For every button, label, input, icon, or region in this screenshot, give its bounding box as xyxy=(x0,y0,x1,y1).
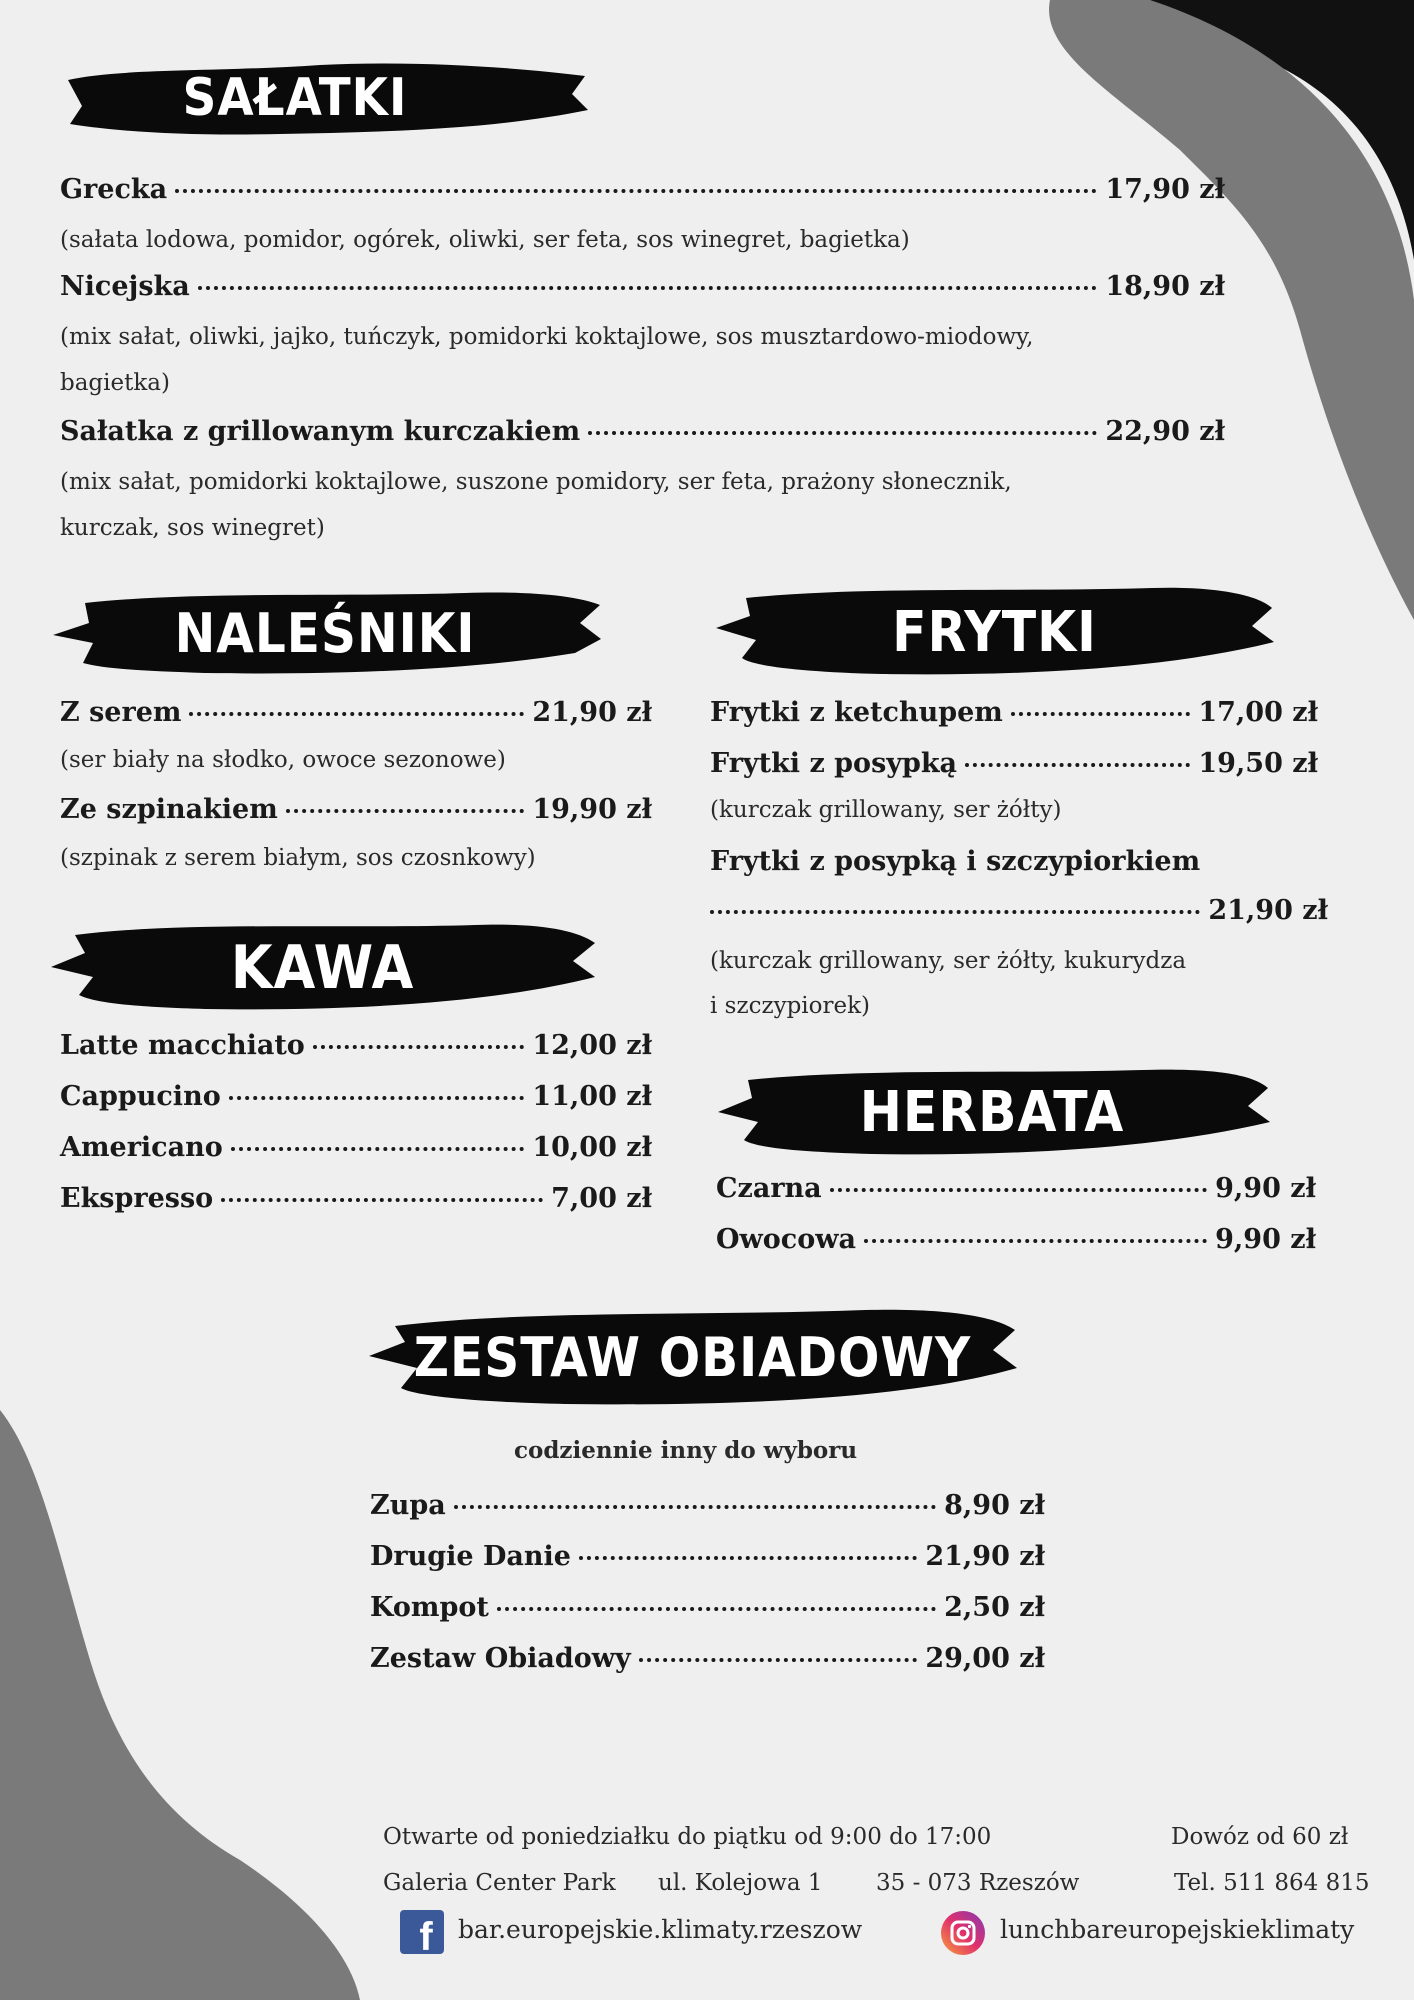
phone-number: Tel. 511 864 815 xyxy=(1174,1870,1370,1896)
item-name: Ze szpinakiem xyxy=(60,794,278,825)
address-place: Galeria Center Park xyxy=(383,1870,616,1896)
item-description: (sałata lodowa, pomidor, ogórek, oliwki, ser feta, sos winegret, bagietka) xyxy=(60,227,910,253)
bottom-left-gray-shape xyxy=(0,1410,360,2000)
item-description: (ser biały na słodko, owoce sezonowe) xyxy=(60,747,506,773)
item-price: 9,90 zł xyxy=(1215,1173,1316,1204)
frytki-banner xyxy=(712,580,1277,685)
menu-item-frytki-ketchup xyxy=(710,697,1318,728)
item-price: 21,90 zł xyxy=(532,697,652,728)
facebook-link[interactable]: bar.europejskie.klimaty.rzeszow xyxy=(458,1915,863,1944)
kawa-title: KAWA xyxy=(230,932,415,1003)
item-name: Frytki z ketchupem xyxy=(710,697,1003,728)
facebook-icon[interactable] xyxy=(400,1910,444,1954)
herbata-title: HERBATA xyxy=(859,1080,1125,1145)
item-price: 7,00 zł xyxy=(551,1183,652,1214)
item-name: Zestaw Obiadowy xyxy=(370,1643,631,1674)
item-price: 18,90 zł xyxy=(1105,271,1225,302)
item-price: 11,00 zł xyxy=(532,1081,652,1112)
menu-item-nicejska xyxy=(60,271,1225,302)
menu-item-frytki-posypka xyxy=(710,748,1318,779)
menu-item-ekspresso xyxy=(60,1183,652,1214)
menu-item-zupa xyxy=(370,1490,1045,1521)
nalesniki-banner xyxy=(45,583,605,683)
delivery-info: Dowóz od 60 zł xyxy=(1171,1824,1349,1850)
opening-hours: Otwarte od poniedziałku do piątku od 9:00 do 17:00 xyxy=(383,1824,992,1850)
item-name: Owocowa xyxy=(716,1224,856,1255)
salatki-banner xyxy=(60,50,590,145)
menu-item-drugie-danie xyxy=(370,1541,1045,1572)
menu-item-zestaw-obiadowy xyxy=(370,1643,1045,1674)
item-price: 22,90 zł xyxy=(1105,416,1225,447)
item-name: Latte macchiato xyxy=(60,1030,305,1061)
item-description: bagietka) xyxy=(60,370,170,396)
instagram-icon[interactable] xyxy=(940,1910,986,1956)
menu-item-latte xyxy=(60,1030,652,1061)
item-price: 29,00 zł xyxy=(925,1643,1045,1674)
item-name: Grecka xyxy=(60,174,168,205)
item-name: Zupa xyxy=(370,1490,446,1521)
menu-item-americano xyxy=(60,1132,652,1163)
item-name: Z serem xyxy=(60,697,182,728)
frytki-title: FRYTKI xyxy=(892,600,1097,665)
menu-item-salatka-kurczak xyxy=(60,416,1225,447)
item-description: (mix sałat, oliwki, jajko, tuńczyk, pomidorki koktajlowe, sos musztardowo-miodowy, xyxy=(60,324,1034,350)
menu-item-kompot xyxy=(370,1592,1045,1623)
item-name: Nicejska xyxy=(60,271,190,302)
item-price: 8,90 zł xyxy=(944,1490,1045,1521)
item-name: Ekspresso xyxy=(60,1183,214,1214)
item-description: i szczypiorek) xyxy=(710,993,871,1019)
menu-item-ze-szpinakiem xyxy=(60,794,652,825)
salatki-title: SAŁATKI xyxy=(182,67,408,128)
menu-item-czarna xyxy=(716,1173,1316,1204)
item-description: (szpinak z serem białym, sos czosnkowy) xyxy=(60,845,536,871)
svg-text:f: f xyxy=(419,1915,433,1954)
address-street: ul. Kolejowa 1 xyxy=(658,1870,823,1896)
item-name: Czarna xyxy=(716,1173,822,1204)
item-name: Kompot xyxy=(370,1592,489,1623)
item-name: Frytki z posypką xyxy=(710,748,958,779)
item-price: 19,90 zł xyxy=(532,794,652,825)
item-price: 21,90 zł xyxy=(1208,895,1328,926)
item-price: 2,50 zł xyxy=(944,1592,1045,1623)
item-price: 21,90 zł xyxy=(925,1541,1045,1572)
item-name: Cappucino xyxy=(60,1081,221,1112)
zestaw-banner xyxy=(365,1300,1020,1415)
item-description: (kurczak grillowany, ser żółty) xyxy=(710,797,1062,823)
zestaw-title: ZESTAW OBIADOWY xyxy=(413,1326,972,1389)
menu-item-cappucino xyxy=(60,1081,652,1112)
address-city: 35 - 073 Rzeszów xyxy=(876,1870,1080,1896)
item-price: 19,50 zł xyxy=(1198,748,1318,779)
zestaw-subtitle: codziennie inny do wyboru xyxy=(514,1437,858,1464)
menu-item-owocowa xyxy=(716,1224,1316,1255)
instagram-link[interactable]: lunchbareuropejskieklimaty xyxy=(1000,1915,1355,1944)
menu-item-frytki-szczypiorek xyxy=(710,846,1200,877)
item-description: (mix sałat, pomidorki koktajlowe, suszone pomidory, ser feta, prażony słonecznik, xyxy=(60,469,1012,495)
item-price: 17,00 zł xyxy=(1198,697,1318,728)
item-name: Americano xyxy=(60,1132,223,1163)
item-description: kurczak, sos winegret) xyxy=(60,515,325,541)
herbata-banner xyxy=(712,1060,1272,1165)
menu-item-frytki-szczypiorek-price xyxy=(710,895,1328,926)
item-price: 9,90 zł xyxy=(1215,1224,1316,1255)
item-name: Sałatka z grillowanym kurczakiem xyxy=(60,416,581,447)
item-price: 17,90 zł xyxy=(1105,174,1225,205)
item-name: Drugie Danie xyxy=(370,1541,571,1572)
item-price: 12,00 zł xyxy=(532,1030,652,1061)
nalesniki-title: NALEŚNIKI xyxy=(174,601,476,665)
item-price: 10,00 zł xyxy=(532,1132,652,1163)
menu-item-z-serem xyxy=(60,697,652,728)
menu-item-grecka xyxy=(60,174,1225,205)
item-name: Frytki z posypką i szczypiorkiem xyxy=(710,846,1201,877)
kawa-banner xyxy=(45,915,600,1020)
item-description: (kurczak grillowany, ser żółty, kukurydza xyxy=(710,948,1187,974)
